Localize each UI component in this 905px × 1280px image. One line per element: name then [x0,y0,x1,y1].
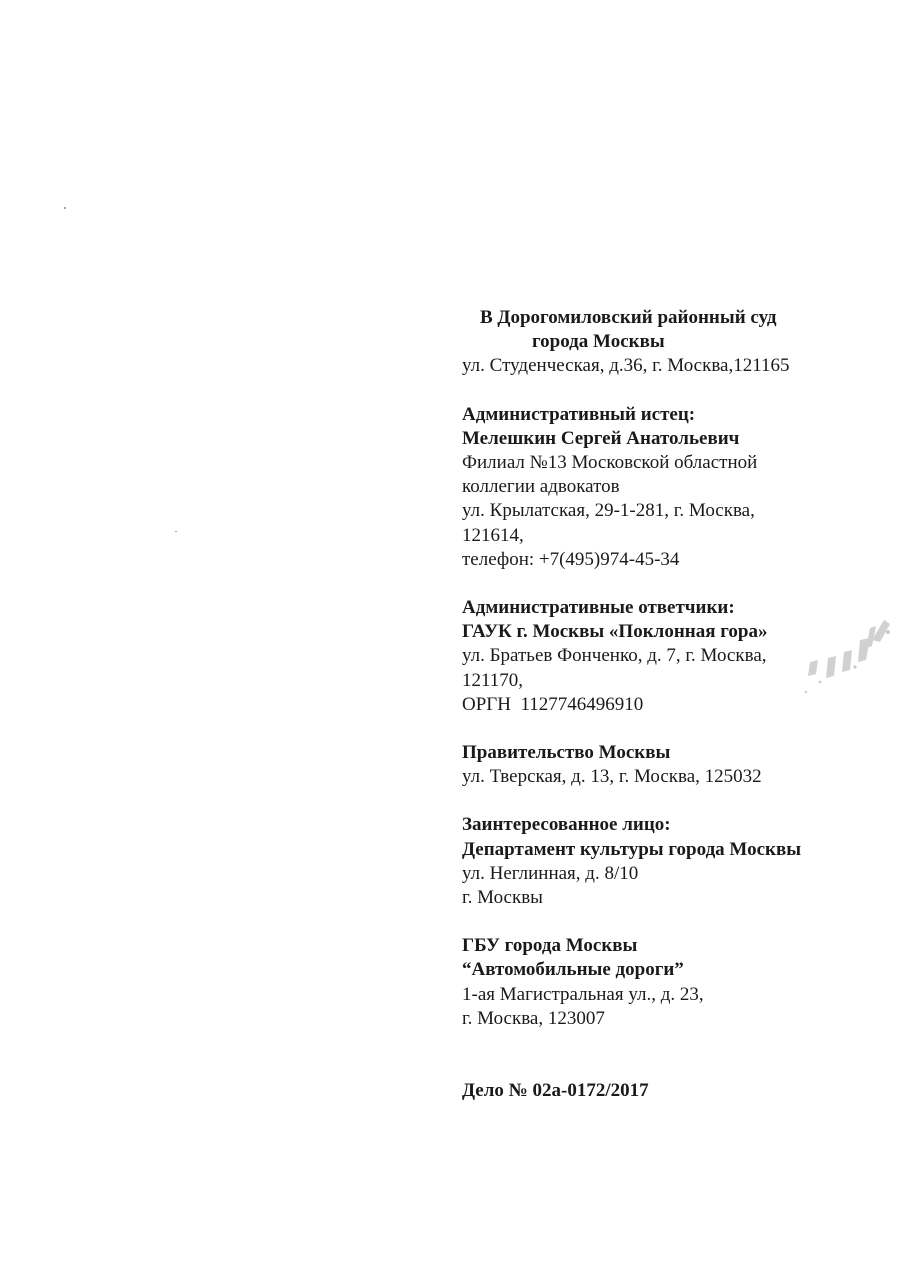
spacer [462,789,892,813]
spacer [462,717,892,741]
header-address-block [462,306,892,1103]
interested1-address-line2: г. Москвы [462,887,543,909]
plaintiff-role: Административный истец: [462,403,696,425]
spacer [462,572,892,596]
plaintiff-address-line1: ул. Крылатская, 29-1-281, г. Москва, [462,500,755,522]
court-address: ул. Студенческая, д.36, г. Москва,121165 [462,355,790,377]
spacer [462,1031,892,1079]
plaintiff-org-line1: Филиал №13 Московской областной [462,452,758,474]
defendant1-address-line2: 121170, [462,669,524,691]
court-name-line1: В Дорогомиловский районный суд [480,307,777,328]
scan-speck [175,531,177,532]
defendant1-ogrn: ОРГН 1127746496910 [462,693,644,715]
interested2-name-line1: ГБУ города Москвы [462,935,638,957]
interested2-address-line2: г. Москва, 123007 [462,1007,605,1029]
scan-speck [64,207,66,209]
defendant2-name: Правительство Москвы [462,742,671,764]
case-number: Дело № 02а-0172/2017 [462,1080,649,1102]
interested2-address-line1: 1-ая Магистральная ул., д. 23, [462,983,704,1005]
plaintiff-org-line2: коллегии адвокатов [462,476,620,498]
court-name-line2: города Москвы [532,331,665,353]
plaintiff-name: Мелешкин Сергей Анатольевич [462,427,740,449]
interested1-address-line1: ул. Неглинная, д. 8/10 [462,862,639,884]
spacer [462,910,892,934]
defendant1-name: ГАУК г. Москвы «Поклонная гора» [462,621,768,643]
defendant2-address: ул. Тверская, д. 13, г. Москва, 125032 [462,766,762,788]
plaintiff-address-line2: 121614, [462,524,524,546]
spacer [462,379,892,403]
plaintiff-phone: телефон: +7(495)974-45-34 [462,548,680,570]
interested1-name: Департамент культуры города Москвы [462,838,802,860]
interested-role: Заинтересованное лицо: [462,814,671,836]
defendant1-address-line1: ул. Братьев Фонченко, д. 7, г. Москва, [462,645,767,667]
interested2-name-line2: “Автомобильные дороги” [462,959,684,981]
defendants-role: Административные ответчики: [462,597,735,619]
